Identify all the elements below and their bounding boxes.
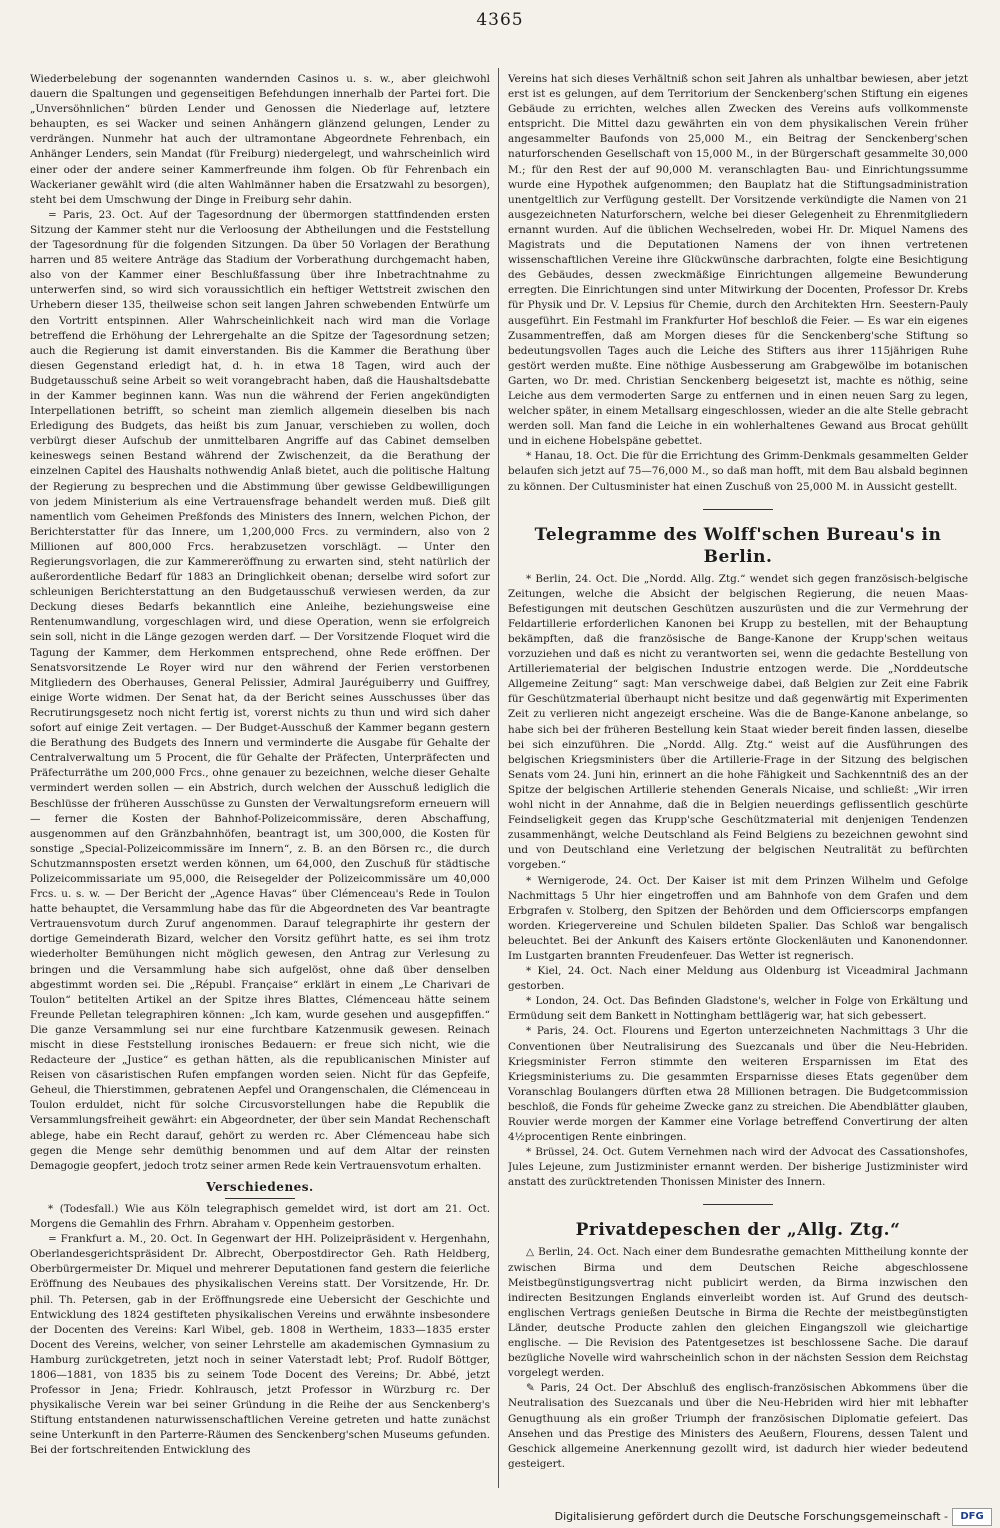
section-heading-verschiedenes: Verschiedenes. (30, 1180, 490, 1199)
page-number: 4365 (476, 10, 524, 30)
telegram-item: * Paris, 24. Oct. Flourens und Egerton unterzeichneten Nachmittags 3 Uhr die Conventionen über Neutralisirung des Suezcanals und über die Neu-Hebriden. Kriegsminister Ferron stimmte den weiteren Ersparnissen im Etat des Kriegsministeriums zu. Die gesammten Ersparnisse dieses Etats gegenüber dem Voranschlag Boulangers dürften etwa 28 Millionen betragen. Die Budgetcommission beschloß, die Fonds für geheime Zwecke ganz zu streichen. Die Abendblätter glauben, Rouvier werde morgen der Kammer eine Vorlage betreffend Convertirung der alten 4½procentigen Rente einbringen. (508, 1025, 968, 1144)
dispatch-item: △ Berlin, 24. Oct. Nach einer dem Bundesrathe gemachten Mittheilung konnte der zwischen Birma und dem Deutschen Reiche abgeschlossene Meistbegünstigungsvertrag nicht publicirt werden, da Birma inzwischen den indirecten Besitzungen Englands einverleibt worden ist. Auf Grund des deutsch-englischen Vertrags genießen Deutsche in Birma die Rechte der meistbegünstigten Länder, deutsche Producte zahlen den gleichen Eingangszoll wie gleichartige englische. — Die Revision des Patentgesetzes ist beschlossene Sache. Die darauf bezügliche Novelle wird wahrscheinlich schon in der nächsten Session dem Reichstag vorgelegt werden. (508, 1246, 968, 1380)
digitization-footer (0, 1506, 1000, 1528)
dfg-logo: DFG (952, 1508, 992, 1526)
article-paragraph: = Frankfurt a. M., 20. Oct. In Gegenwart der HH. Polizeipräsident v. Hergenhahn, Oberlandesgerichtspräsident Dr. Albrecht, Oberpostdirector Geh. Rath Heldberg, Oberbürgermeister Dr. Miquel und mehrerer Deputationen fand gestern die feierliche Eröffnung des Neubaues des physikalischen Vereins statt. Der Vorsitzende, Hr. Dr. phil. Th. Petersen, gab in der Eröffnungsrede eine Uebersicht der Geschichte und Entwicklung des 1824 gestifteten physikalischen Vereins und erwähnte insbesondere der Docenten des Vereins: Karl Wibel, geb. 1808 in Wertheim, 1833—1835 erster Docent des Vereins, welcher, von seiner Lehrstelle am akademischen Gymnasium zu Hamburg zurückgetreten, jetzt noch in seiner Vaterstadt lebt; Prof. Rudolf Böttger, 1806—1881, von 1835 bis zu seinem Tode Docent des Vereins; Dr. Abbé, jetzt Professor in Jena; Friedr. Kohlrausch, jetzt Professor in Würzburg rc. Der physikalische Verein war bei seiner Gründung in die Reihe der aus Senckenberg's Stiftung entstandenen naturwissenschaftlichen Vereine getreten und hatte zunächst seine Unterkunft in den Parterre-Räumen des Senckenberg'schen Museums gefunden. Bei der fortschreitenden Entwicklung des (30, 1233, 490, 1457)
telegram-item: * Kiel, 24. Oct. Nach einer Meldung aus Oldenburg ist Viceadmiral Jachmann gestorben. (508, 965, 968, 993)
article-paragraph: * Hanau, 18. Oct. Die für die Errichtung des Grimm-Denkmals gesammelten Gelder belaufen sich jetzt auf 75—76,000 M., so daß man hofft, mit dem Bau alsbald beginnen zu können. Der Cultusminister hat einen Zuschuß von 25,000 M. in Aussicht gestellt. (508, 450, 968, 493)
article-paragraph: Wiederbelebung der sogenannten wandernden Casinos u. s. w., aber gleichwohl dauern die Spaltungen und gegenseitigen Befehdungen innerhalb der Partei fort. Die „Unversöhnlichen“ bürden Lender und Genossen die Niederlage auf, letztere behaupten, es sei Wacker und seinen Anhängern glänzend gelungen, Lender zu verdrängen. Nunmehr hat auch der ultramontane Abgeordnete Fehrenbach, ein Anhänger Lenders, sein Mandat (für Freiburg) niedergelegt, und wahrscheinlich wird einer oder der andere seiner Kammerfreunde ihm folgen. Ob für Fehrenbach ein Wackerianer gewählt wird (die alten Wahlmänner haben die Ersatzwahl zu besorgen), steht bei dem Umschwung der Dinge in Freiburg sehr dahin. (30, 73, 490, 206)
column-divider (498, 68, 499, 1488)
right-column (508, 72, 968, 1484)
section-separator (703, 509, 773, 510)
telegram-item: * Brüssel, 24. Oct. Gutem Vernehmen nach wird der Advocat des Cassationshofes, Jules Lejeune, zum Justizminister ernannt werden. Der bisherige Justizminister wird anstatt des zurücktretenden Thonissen Minister des Innern. (508, 1146, 968, 1189)
article-paragraph: * (Todesfall.) Wie aus Köln telegraphisch gemeldet wird, ist dort am 21. Oct. Morgens die Gemahlin des Frhrn. Abraham v. Oppenheim gestorben. (30, 1202, 490, 1231)
telegram-item: * London, 24. Oct. Das Befinden Gladstone's, welcher in Folge von Erkältung und Ermüdung seit dem Bankett in Nottingham bettlägerig war, hat sich gebessert. (508, 995, 968, 1023)
telegram-item: * Wernigerode, 24. Oct. Der Kaiser ist mit dem Prinzen Wilhelm und Gefolge Nachmittags 5 Uhr hier eingetroffen und am Bahnhofe von dem Grafen und dem Erbgrafen v. Stolberg, den Spitzen der Behörden und dem Officierscorps empfangen worden. Kriegervereine und Schulen bildeten Spalier. Das Schloß war bengalisch beleuchtet. Bei der Ankunft des Kaisers ertönte Glockenläuten und Kanonendonner. Im Lustgarten brannten Freudenfeuer. Das Wetter ist regnerisch. (508, 874, 968, 962)
section-separator (703, 1204, 773, 1205)
article-paragraph: Vereins hat sich dieses Verhältniß schon seit Jahren als unhaltbar bewiesen, aber jetzt erst ist es gelungen, auf dem Territorium der Senckenberg'schen Stiftung ein eigenes Gebäude zu errichten, welches allen Zwecken des Vereins aufs vollkommenste entspricht. Die Mittel dazu gewährten ein von dem physikalischen Verein früher angesammelter Baufonds von 25,000 M., ein Beitrag der Senckenberg'schen naturforschenden Gesellschaft von 15,000 M., in der Bürgerschaft gesammelte 30,000 M.; für den Rest der auf 90,000 M. veranschlagten Bau- und Einrichtungssumme wurde eine Hypothek aufgenommen; den Bauplatz hat die Stiftungsadministration unentgeltlich zur Verfügung gestellt. Der Vorsitzende verkündigte die Namen von 21 ausgezeichneten Naturforschern, welche bei dieser Gelegenheit zu Ehrenmitgliedern ernannt wurden. Auf die üblichen Wechselreden, wobei Hr. Dr. Miquel Namens des Magistrats und die Deputationen Namens der von ihnen vertretenen wissenschaftlichen Vereine ihre Glückwünsche darbrachten, folgte eine Besichtigung des Gebäudes, dessen zweckmäßige Einrichtungen allgemeine Bewunderung erregten. Die Einrichtungen sind unter Mitwirkung der Docenten, Professor Dr. Krebs für Physik und Dr. V. Lepsius für Chemie, durch den Architekten Hrn. Seestern-Pauly ausgeführt. Ein Festmahl im Frankfurter Hof beschloß die Feier. — Es war ein eigenes Zusammentreffen, daß am Morgen dieses für die Senckenberg'sche Stiftung so bedeutungsvollen Tages auch die Leiche des Stifters aus ihrer 115jährigen Ruhe gestört werden mußte. Eine nöthige Ausbesserung am Grabgewölbe im botanischen Garten, wo Dr. med. Christian Senckenberg beigesetzt ist, machte es nöthig, seine Leiche aus dem vermoderten Sarge zu entfernen und in einen neuen Sarg zu legen, welcher später, in einem Metallsarg eingeschlossen, wieder an die alte Stelle gebracht werden soll. Man fand die Leiche in ein wohlerhaltenes Gewand aus Brocat gehüllt und in eichene Hobelspäne gebettet. (508, 73, 968, 448)
article-paragraph: = Paris, 23. Oct. Auf der Tagesordnung der übermorgen stattfindenden ersten Sitzung der Kammer steht nur die Verloosung der Abtheilungen und die Feststellung der Tagesordnung für die folgenden Sitzungen. Da über 50 Vorlagen der Berathung harren und 85 weitere Anträge das Stadium der Vorberathung durchgemacht haben, also von der Kammer einer Beschlußfassung über ihre Inbetrachtnahme zu unterwerfen sind, so wird sich voraussichtlich ein heftiger Wettstreit zwischen den Urhebern dieser 135, theilweise schon seit langen Jahren schwebenden Entwürfe um den Vortritt entspinnen. Aller Wahrscheinlichkeit nach wird man die Vorlage betreffend die Erhöhung der Lehrergehalte an die Spitze der Tagesordnung setzen; auch die Regierung ist damit einverstanden. Bis die Kammer die Berathung über diesen Gegenstand erledigt hat, d. h. in etwa 18 Tagen, wird auch der Budgetausschuß seine Arbeit so weit vorangebracht haben, daß die Haushaltsdebatte in der Kammer beginnen kann. Was nun die während der Ferien angekündigten Interpellationen betrifft, so scheint man ziemlich allgemein dieselben bis nach Erledigung des Budgets, das heißt bis zum Januar, verschieben zu wollen, doch verbürgt dieser Aufschub der unmittelbaren Angriffe auf das Cabinet demselben keineswegs seinen Bestand während der Zwischenzeit, da die Berathung der einzelnen Capitel des Haushalts nothwendig Anlaß bietet, auch die politische Haltung der Regierung zu besprechen und die Abstimmung über gewisse Geldbewilligungen von jedem Ministerium als eine Vertrauensfrage behandelt werden muß. Dieß gilt namentlich vom Geheimen Preßfonds des Ministers des Innern, welchen Pichon, der Berichterstatter für das Innere, um 1,200,000 Frcs. zu vermindern, also von 2 Millionen auf 800,000 Frcs. herabzusetzen vorschlägt. — Unter den Regierungsvorlagen, die zur Kammereröffnung zu erwarten sind, steht natürlich der außerordentliche Bedarf für 1883 an Dringlichkeit obenan; derselbe wird sofort zur schleunigen Berichterstattung an den Budgetausschuß verwiesen werden, da zur Deckung dieses Bedarfs bekanntlich eine Anleihe, beziehungsweise eine Rentenumwandlung, vorgeschlagen wird, und diese Operation, wenn sie erfolgreich sein soll, nicht in die Länge gezogen werden darf. — Der Vorsitzende Floquet wird die Tagung der Kammer, dem Herkommen entsprechend, ohne Rede eröffnen. Der Senatsvorsitzende Le Royer wird nur den während der Ferien verstorbenen Mitgliedern des Oberhauses, General Pelissier, Admiral Jauréguiberry und Guiffrey, einige Worte widmen. Der Senat hat, da der Bericht seines Ausschusses über das Recrutirungsgesetz noch nicht fertig ist, vorerst nichts zu thun und wird sich daher sofort auf einige Zeit vertagen. — Der Budget-Ausschuß der Kammer begann gestern die Berathung des Budgets des Innern und verminderte die Ausgabe für Gehalte der Centralverwaltung um 5 Procent, die für Gehalte der Präfecten, Unterpräfecten und Präfecturräthe um 200,000 Frcs., ohne genauer zu bezeichnen, welche dieser Gehalte vermindert werden sollen — ein Abstrich, durch welchen der Ausschuß lediglich die Beschlüsse der früheren Ausschüsse zu Gunsten der Verwaltungsreform erneuern will — ferner die Kosten der Bahnhof-Polizeicommissäre, deren Abschaffung, ausgenommen auf den Gränzbahnhöfen, beantragt ist, um 300,000, die Kosten für sonstige „Special-Polizeicommissäre im Innern“, z. B. an den Börsen rc., die durch Schutzmannsposten ersetzt werden können, um 64,000, den Zuschuß für städtische Polizeicommissariate um 95,000, die Reisegelder der Polizeicommissäre um 40,000 Frcs. u. s. w. — Der Bericht der „Agence Havas“ über Clémenceau's Rede in Toulon hatte behauptet, die Versammlung habe das für die Abgeordneten des Var beantragte Vertrauensvotum durch Zuruf angenommen. Darauf telegraphirte ihr gestern der dortige Gemeinderath Bizard, welcher den Vorsitz geführt hatte, es sei ihm trotz wiederholter Bemühungen nicht möglich gewesen, den Antrag zur Verlesung zu bringen und die Versammlung habe sich aufgelöst, ohne daß über denselben abgestimmt worden sei. Die „Républ. Française“ erklärt in einem „Le Charivari de Toulon“ betitelten Artikel an der Spitze ihres Blattes, Clémenceau hätte seinem Freunde Pelletan telegraphiren können: „Ich kam, wurde gesehen und ausgepfiffen.“ Die ganze Versammlung sei nur eine furchtbare Katzenmusik gewesen. Reinach mischt in diese Feststellung ironisches Bedauern: er freue sich nicht, wie die Redacteure der „Justice“ es gethan hätten, als die republicanischen Minister auf Reisen von cäsaristischen Rufen empfangen worden seien. Nicht für das Gepfeife, Geheul, die Thierstimmen, gebratenen Aepfel und Orangenschalen, die Clémenceau in Toulon erduldet, nicht für solche Circusvorstellungen habe die Republik die Versammlungsfreiheit gewährt: ein Abgeordneter, der über sein Mandat Rechenschaft ablege, habe ein Recht darauf, gehört zu werden rc. Aber Clémenceau habe sich gegen die Menge sehr demüthig benommen und auf dem Altar der reinsten Demagogie geopfert, jedoch trotz seiner armen Rede kein Vertrauensvotum erhalten. (30, 208, 490, 1172)
section-heading-telegramme: Telegramme des Wolff'schen Bureau's in Berlin. (534, 524, 942, 567)
left-column (30, 72, 490, 1486)
section-heading-privatdepeschen: Privatdepeschen der „Allg. Ztg.“ (575, 1220, 901, 1241)
telegram-item: * Berlin, 24. Oct. Die „Nordd. Allg. Ztg.“ wendet sich gegen französisch-belgische Zeitungen, welche die Absicht der belgischen Regierung, die neuen Maas-Befestigungen mit deutschen Geschützen auszurüsten und die zur Vermehrung der Feldartillerie erforderlichen Kanonen bei Krupp zu bestellen, mit der Behauptung bekämpften, daß die französische de Bange-Kanone der Krupp'schen weitaus vorzuziehen und daß es nicht zu verantworten sei, wenn die gedachte Bestellung von Artilleriematerial der belgischen Industrie entzogen werde. Die „Norddeutsche Allgemeine Zeitung“ sagt: Man verschweige dabei, daß Belgien zur Zeit eine Fabrik für Geschützmaterial überhaupt nicht besitze und daß gegenwärtig mit Experimenten Zeit zu verlieren nicht angezeigt erscheine. Was die de Bange-Kanone anbelange, so habe sich bei der früheren Bestellung kein Staat wieder bereit finden lassen, dieselbe bei sich einzuführen. Die „Nordd. Allg. Ztg.“ weist auf die Ausführungen des belgischen Kriegsministers über die Artillerie-Frage in der Sitzung des belgischen Senats vom 24. Juni hin, erinnert an die hohe Fähigkeit und Sachkenntniß des an der Spitze der belgischen Artillerie stehenden Generals Nicaise, und schließt: „Wir irren wohl nicht in der Annahme, daß die in Belgien neuerdings geflissentlich geschürte Feindseligkeit gegen das Krupp'sche Geschützmaterial mit denjenigen Tendenzen zusammenhängt, welche Deutschland als Feind Belgiens zu bezeichnen gewohnt sind und von Deutschland eine Verletzung der belgischen Neutralität zu befürchten vorgeben.“ (508, 572, 968, 872)
dispatch-item: ✎ Paris, 24 Oct. Der Abschluß des englisch-französischen Abkommens über die Neutralisation des Suezcanals und über die Neu-Hebriden wird hier mit lebhafter Genugthuung als ein großer Triumph der französischen Diplomatie gefeiert. Das Ansehen und das Prestige des Ministers des Aeußern, Flourens, dessen Talent und Geschick allgemeine Anerkennung gezollt wird, ist dadurch hier wieder bedeutend gesteigert. (508, 1382, 968, 1470)
footer-credit: Digitalisierung gefördert durch die Deutsche Forschungsgemeinschaft - (554, 1510, 948, 1523)
